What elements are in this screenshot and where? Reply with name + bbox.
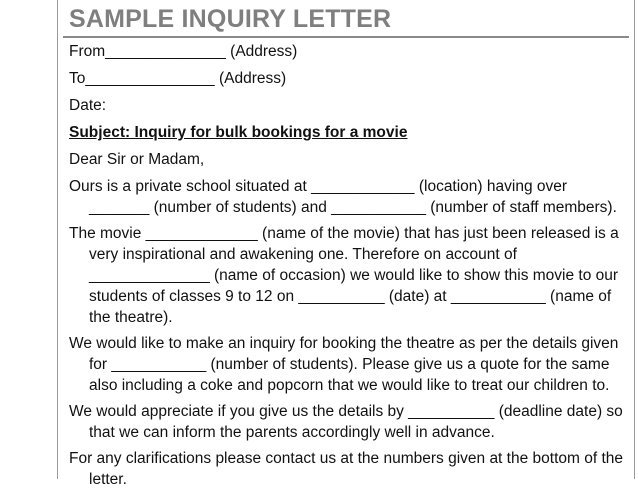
paragraph-inquiry: We would like to make an inquiry for booking the theatre as per the details given for ___________ (number of students). Please give us a quote for the same also including a coke and popcorn that we would like to treat our children to. [69,335,619,394]
paragraph-deadline: We would appreciate if you give us the details by __________ (deadline date) so that we can inform the parents accordingly well in advance. [69,403,623,441]
letter-body [69,41,627,495]
paragraph-intro: Ours is a private school situated at ____________ (location) having over _______ (number of students) and ___________ (number of staff members). [69,178,617,216]
title-divider [63,36,629,38]
salutation: Dear Sir or Madam, [69,151,205,168]
paragraph-movie: The movie _____________ (name of the movie) that has just been released is a very inspirational and awakening one. Therefore on account of ______________ (name of occasion) we would like to show this movie to our students of classes 9 to 12 on __________ (date) at ___________ (name of the theatre). [69,225,619,326]
date-line: Date: [69,97,107,114]
from-line: From______________ (Address) [69,43,298,60]
letter-title: SAMPLE INQUIRY LETTER [69,5,392,33]
subject-line: Subject: Inquiry for bulk bookings for a movie [69,124,408,141]
to-line: To_______________ (Address) [69,70,287,87]
paragraph-contact: For any clarifications please contact us at the numbers given at the bottom of the letter. [69,450,623,488]
